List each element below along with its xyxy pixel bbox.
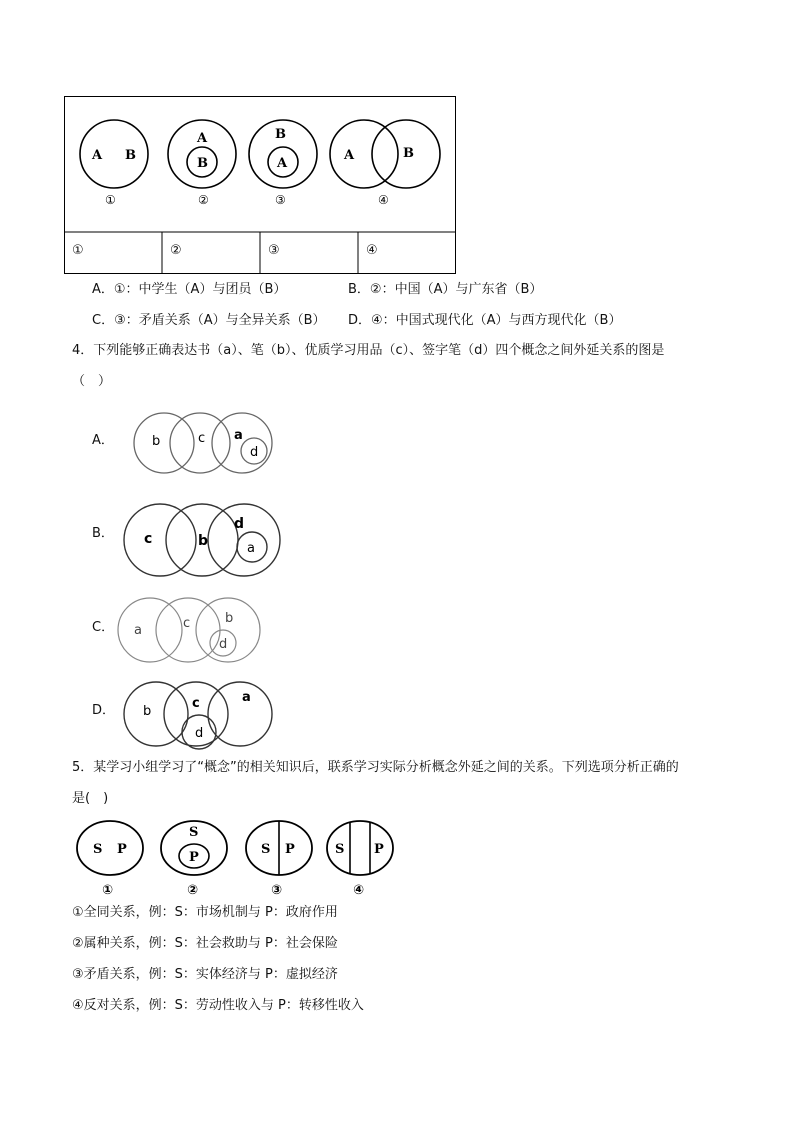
q4-option-a-label[interactable]: A．: [92, 433, 114, 448]
q3-option-a[interactable]: A．①：中学生（A）与团员（B）: [92, 282, 287, 297]
q4-option-c-diagram[interactable]: [114, 596, 264, 666]
q4-c-label-1: a: [134, 623, 142, 638]
q4-c-circle-1: [118, 598, 182, 662]
q4-option-a-diagram[interactable]: [130, 408, 276, 478]
q5-item-4: ④反对关系，例：S：劳动性收入与 P：转移性收入: [72, 998, 364, 1013]
q4-option-d-diagram[interactable]: [120, 678, 276, 750]
q4-b-circle-1: [124, 504, 196, 576]
q3-d1-circle: [80, 120, 148, 188]
q5-f4-num: ④: [353, 883, 365, 898]
q3-option-c[interactable]: C．③：矛盾关系（A）与全异关系（B）: [92, 313, 326, 328]
q4-d-label-1: b: [143, 704, 152, 719]
q5-stem: 5．某学习小组学习了“概念”的相关知识后，联系学习实际分析概念外延之间的关系。下列选项分析正确的: [72, 760, 679, 775]
q5-f3-label-p: P: [285, 842, 295, 857]
q4-b-label-1: c: [144, 531, 153, 547]
q3-d4-label-b: B: [403, 146, 414, 161]
q4-d-label-inner: d: [195, 726, 204, 741]
q5-f1-ellipse: [77, 821, 143, 875]
q3-d3-label-inner: A: [277, 156, 288, 171]
q4-stem: 4．下列能够正确表达书（a）、笔（b）、优质学习用品（c）、签字笔（d）四个概念之间外延关系的图是: [72, 343, 665, 358]
q4-stem-bracket: （ ）: [72, 374, 112, 389]
q5-item-1: ①全同关系，例：S：市场机制与 P：政府作用: [72, 905, 338, 920]
q3-d2-label-outer: A: [197, 131, 208, 146]
q4-option-b-label[interactable]: B．: [92, 526, 114, 541]
q4-option-b-diagram[interactable]: [120, 500, 284, 580]
q5-figure: [72, 816, 402, 900]
q4-d-label-2: c: [192, 696, 200, 711]
q3-d4-circle-a: [330, 120, 398, 188]
q3-d4-num: ④: [378, 193, 389, 207]
q4-b-circle-3: [208, 504, 280, 576]
q5-f3-num: ③: [271, 883, 283, 898]
q3-d1-num: ①: [105, 193, 116, 207]
q4-d-circle-3: [208, 682, 272, 746]
q4-option-c-label[interactable]: C．: [92, 620, 115, 635]
q4-c-circle-3: [196, 598, 260, 662]
q4-d-label-3: a: [242, 690, 251, 705]
q3-d1-label-a: A: [92, 148, 103, 163]
q4-option-d-label[interactable]: D．: [92, 703, 116, 718]
q3-option-b[interactable]: B．②：中国（A）与广东省（B）: [348, 282, 543, 297]
q4-b-label-inner: a: [247, 541, 255, 556]
q4-c-label-2: c: [183, 616, 191, 631]
q4-a-label-3: a: [234, 428, 243, 443]
q3-d4-label-a: A: [344, 148, 355, 163]
q3-figure: [64, 96, 456, 274]
q3-option-d[interactable]: D．④：中国式现代化（A）与西方现代化（B）: [348, 313, 622, 328]
q3-d2-num: ②: [198, 193, 209, 207]
q4-a-label-1: b: [152, 434, 161, 449]
q4-a-label-2: c: [198, 431, 206, 446]
q3-d3-label-outer: B: [275, 127, 286, 142]
q3-table-cell-2: ②: [170, 243, 182, 258]
q4-b-label-2: b: [198, 533, 209, 549]
q4-a-label-inner: d: [250, 445, 259, 460]
q3-table-cell-4: ④: [366, 243, 378, 258]
q5-item-3: ③矛盾关系，例：S：实体经济与 P：虚拟经济: [72, 967, 338, 982]
q5-f1-label-p: P: [117, 842, 127, 857]
q5-f1-label-s: S: [93, 842, 103, 857]
q5-f3-label-s: S: [261, 842, 271, 857]
q4-a-circle-3: [212, 413, 272, 473]
q3-d2-label-inner: B: [197, 156, 208, 171]
q5-f2-label-p: P: [189, 850, 199, 865]
q4-c-label-3: b: [225, 611, 234, 626]
q3-d3-num: ③: [275, 193, 286, 207]
q5-f4-label-p: P: [374, 842, 384, 857]
q4-b-label-3: d: [234, 516, 245, 532]
q5-f2-label-s: S: [189, 825, 199, 840]
q5-f2-num: ②: [187, 883, 199, 898]
q5-stem-bracket: 是( ): [72, 791, 109, 806]
q5-f4-label-s: S: [335, 842, 345, 857]
q3-figure-box: [64, 96, 456, 274]
q3-table-cell-1: ①: [72, 243, 84, 258]
q4-c-label-inner: d: [219, 637, 228, 652]
q3-d1-label-b: B: [125, 148, 136, 163]
q4-a-circle-1: [134, 413, 194, 473]
q3-table-cell-3: ③: [268, 243, 280, 258]
q5-item-2: ②属种关系，例：S：社会救助与 P：社会保险: [72, 936, 338, 951]
q4-d-circle-1: [124, 682, 188, 746]
q5-f1-num: ①: [102, 883, 114, 898]
